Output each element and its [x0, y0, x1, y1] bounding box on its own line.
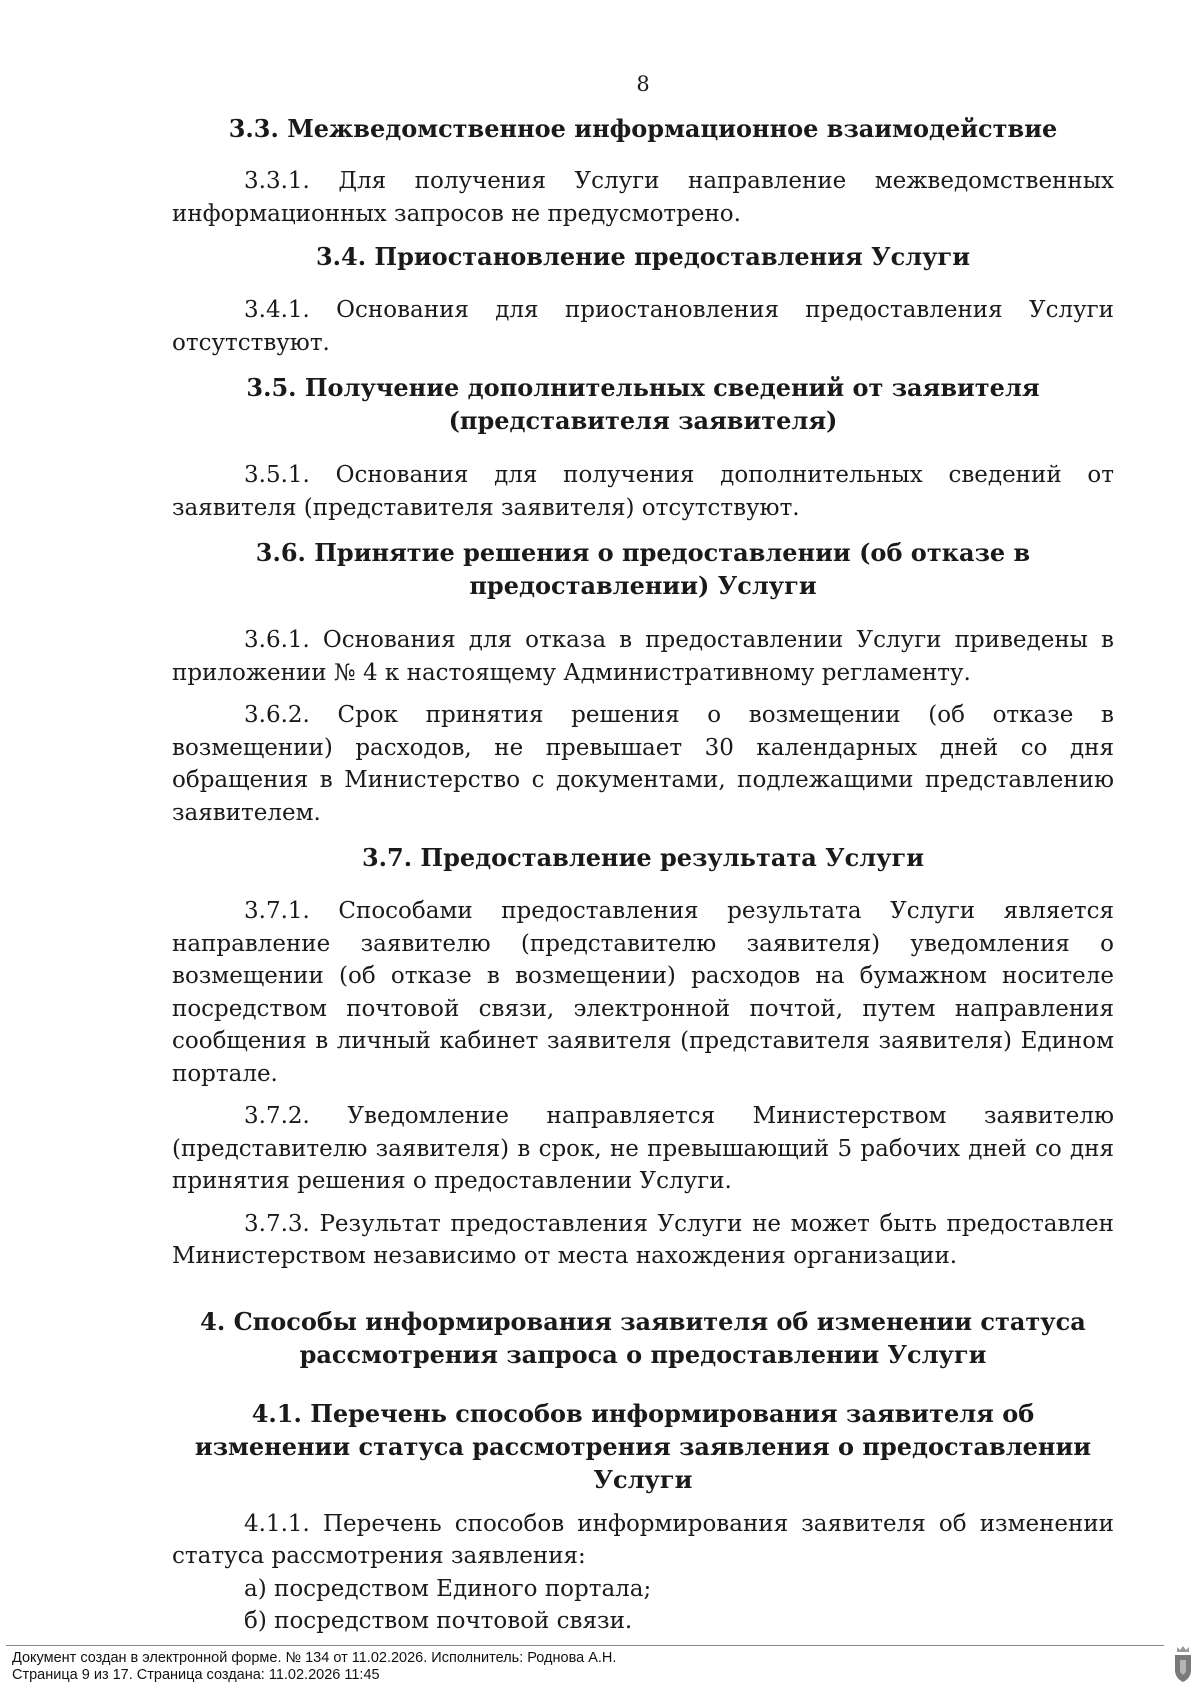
heading-4-1: 4.1. Перечень способов информирования заявителя об изменении статуса рассмотрения заявления о предоставлении Услуги [194, 1398, 1092, 1494]
footer-line-document-info: Документ создан в электронной форме. № 134 от 11.02.2026. Исполнитель: Роднова А.Н. [12, 1650, 617, 1666]
paragraph-4-1-1: 4.1.1. Перечень способов информирования заявителя об изменении статуса рассмотрения заявления: [172, 1510, 1114, 1569]
heading-3-7: 3.7. Предоставление результата Услуги [361, 843, 925, 872]
footer-divider [6, 1645, 1164, 1646]
document-body [172, 112, 1114, 1638]
footer-line-page-info: Страница 9 из 17. Страница создана: 11.02.2026 11:45 [12, 1667, 380, 1683]
heading-3-3: 3.3. Межведомственное информационное взаимодействие [228, 114, 1058, 143]
paragraph-3-6-2: 3.6.2. Срок принятия решения о возмещении (об отказе в возмещении) расходов, не превышает 30 календарных дней со дня обращения в Министерство с документами, подлежащими представлению заявителем. [172, 702, 1114, 826]
heading-3-5: 3.5. Получение дополнительных сведений от заявителя (представителя заявителя) [246, 373, 1040, 435]
heading-3-4: 3.4. Приостановление предоставления Услуги [315, 242, 971, 271]
document-footer [12, 1650, 616, 1684]
paragraph-3-7-2: 3.7.2. Уведомление направляется Министерством заявителю (представителю заявителя) в срок, не превышающий 5 рабочих дней со дня принятия решения о предоставлении Услуги. [172, 1103, 1114, 1194]
coat-of-arms-icon [1172, 1644, 1194, 1684]
paragraph-3-7-3: 3.7.3. Результат предоставления Услуги не может быть предоставлен Министерством независимо от места нахождения организации. [172, 1210, 1114, 1269]
heading-3-6: 3.6. Принятие решения о предоставлении (об отказе в предоставлении) Услуги [255, 538, 1031, 600]
paragraph-3-7-1: 3.7.1. Способами предоставления результата Услуги является направление заявителю (представителю заявителя) уведомления о возмещении (об отказе в возмещении) расходов на бумажном носителе посредством почтовой связи, электронной почтой, путем направления сообщения в личный кабинет заявителя (представителя заявителя) Едином портале. [172, 898, 1114, 1087]
paragraph-3-5-1: 3.5.1. Основания для получения дополнительных сведений от заявителя (представителя заявителя) отсутствуют. [172, 462, 1114, 521]
paragraph-3-6-1: 3.6.1. Основания для отказа в предоставлении Услуги приведены в приложении № 4 к настоящему Административному регламенту. [172, 627, 1114, 686]
paragraph-3-4-1: 3.4.1. Основания для приостановления предоставления Услуги отсутствуют. [172, 297, 1114, 356]
list-item: б) посредством почтовой связи. [244, 1608, 633, 1634]
heading-4: 4. Способы информирования заявителя об изменении статуса рассмотрения запроса о предоставлении Услуги [200, 1306, 1086, 1369]
page-number: 8 [636, 72, 650, 96]
paragraph-3-3-1: 3.3.1. Для получения Услуги направление межведомственных информационных запросов не предусмотрено. [172, 168, 1114, 227]
list-item: а) посредством Единого портала; [244, 1575, 652, 1602]
